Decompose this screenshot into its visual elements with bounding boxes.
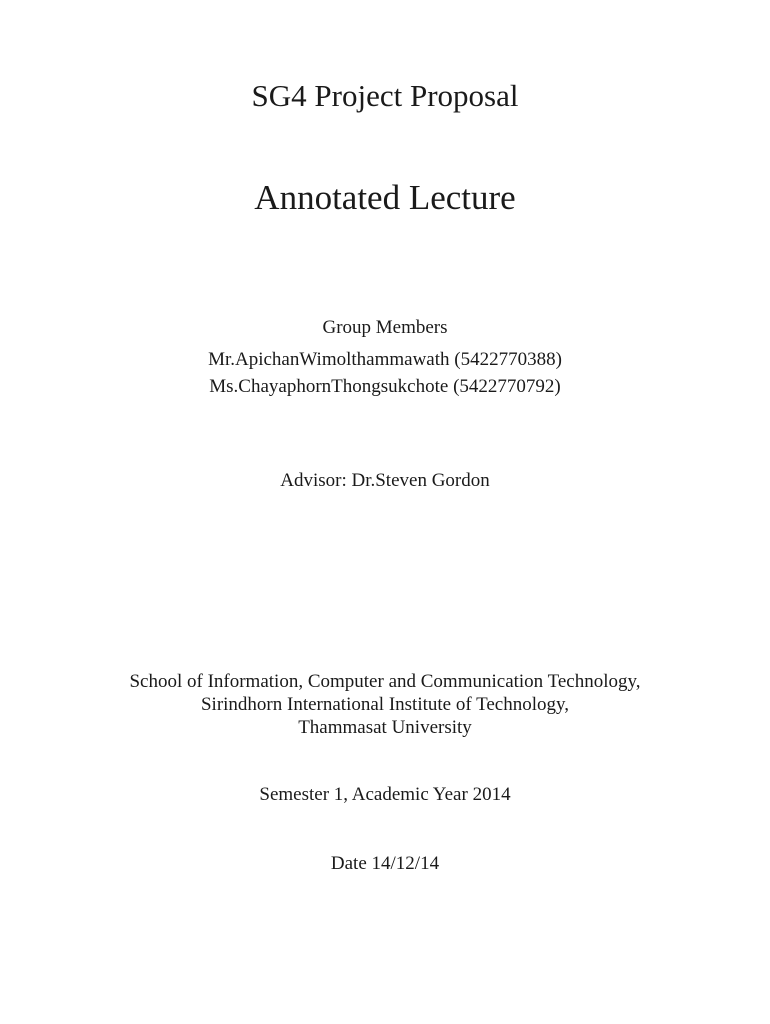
- document-title: Annotated Lecture: [254, 178, 516, 217]
- group-member: Mr.ApichanWimolthammawath (5422770388): [208, 349, 562, 370]
- affiliation-line: School of Information, Computer and Communication Technology,: [129, 671, 641, 692]
- advisor-line: Advisor: Dr.Steven Gordon: [280, 470, 490, 491]
- semester-line: Semester 1, Academic Year 2014: [259, 784, 511, 805]
- affiliation-line: Sirindhorn International Institute of Technology,: [200, 694, 570, 715]
- affiliation-line: Thammasat University: [298, 717, 472, 738]
- proposal-title: SG4 Project Proposal: [251, 78, 519, 113]
- group-member: Ms.ChayaphornThongsukchote (5422770792): [209, 376, 561, 397]
- group-members-heading: Group Members: [322, 317, 448, 338]
- date-line: Date 14/12/14: [330, 853, 440, 874]
